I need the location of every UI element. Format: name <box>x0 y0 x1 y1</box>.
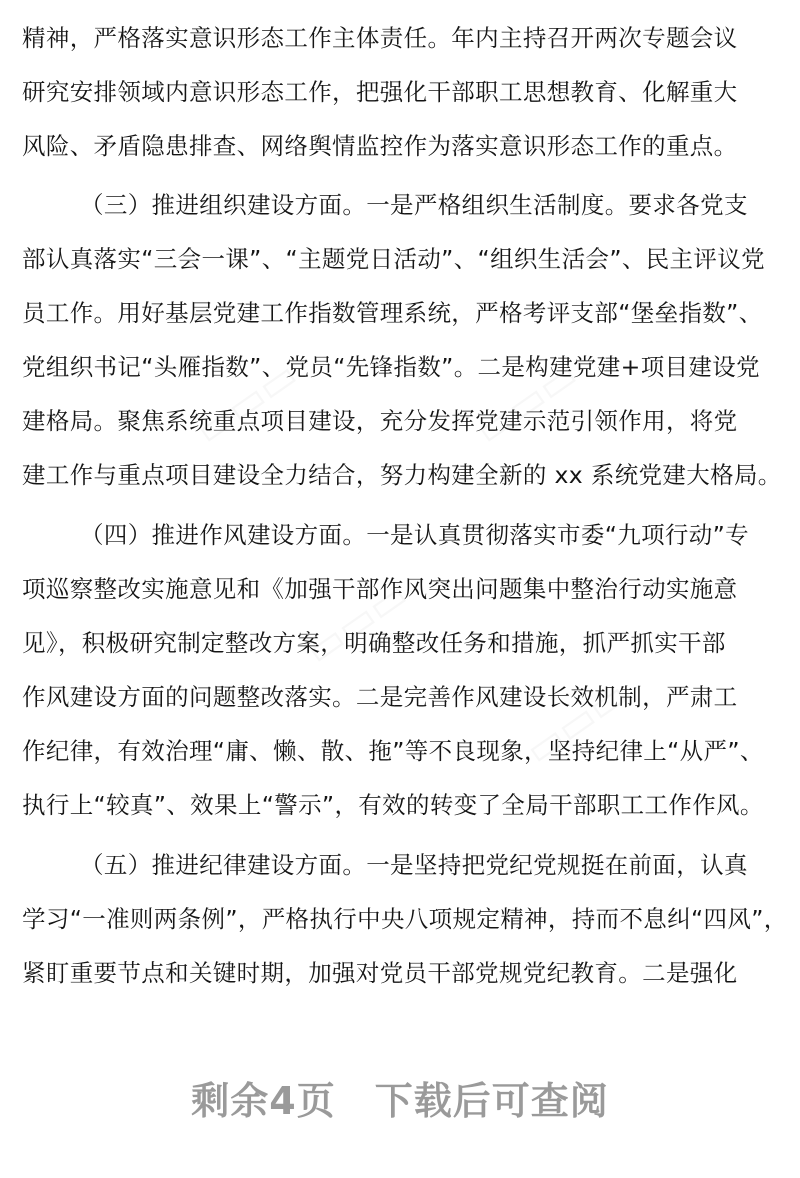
watermark-mark: ▭▭▭ <box>187 351 307 455</box>
paragraph-line: 执行上“较真”、效果上“警示”，有效的转变了全局干部职工工作作风。 <box>22 791 764 819</box>
paragraph-line: 党组织书记“头雁指数”、党员“先锋指数”。二是构建党建+项目建设党 <box>22 353 760 381</box>
paragraph-line: 建格局。聚焦系统重点项目建设，充分发挥党建示范引领作用，将党 <box>22 407 738 435</box>
paragraph-line: 紧盯重要节点和关键时期，加强对党员干部党规党纪教育。二是强化 <box>22 959 738 987</box>
paragraph-line: 作纪律，有效治理“庸、懒、散、拖”等不良现象，坚持纪律上“从严”、 <box>22 737 764 765</box>
paragraph-line: 学习“一准则两条例”，严格执行中央八项规定精神，持而不息纠“四风”， <box>22 905 788 933</box>
paragraph-line: 研究安排领域内意识形态工作，把强化干部职工思想教育、化解重大 <box>22 78 738 106</box>
paragraph-line: 建工作与重点项目建设全力结合，努力构建全新的 xx 系统党建大格局。 <box>22 461 782 489</box>
paragraph-line: 风险、矛盾隐患排查、网络舆情监控作为落实意识形态工作的重点。 <box>22 132 738 160</box>
section-heading-line: （三）推进组织建设方面。一是严格组织生活制度。要求各党支 <box>80 191 748 219</box>
paragraph-line: 部认真落实“三会一课”、“主题党日活动”、“组织生活会”、民主评议党 <box>22 245 765 273</box>
remaining-pages-banner[interactable]: 剩余4页 下载后可查阅 <box>191 1079 609 1123</box>
watermark-mark: ▭▭▭ <box>297 571 417 675</box>
watermark-mark: ▭▭▭ <box>467 351 587 455</box>
paragraph-line: 精神，严格落实意识形态工作主体责任。年内主持召开两次专题会议 <box>22 24 738 52</box>
paragraph-line: 见》，积极研究制定整改方案，明确整改任务和措施，抓严抓实干部 <box>22 629 726 657</box>
section-heading-line: （五）推进纪律建设方面。一是坚持把党纪党规挺在前面，认真 <box>80 851 748 879</box>
section-heading-line: （四）推进作风建设方面。一是认真贯彻落实市委“九项行动”专 <box>80 521 749 549</box>
paragraph-line: 员工作。用好基层党建工作指数管理系统，严格考评支部“堡垒指数”、 <box>22 299 763 327</box>
paragraph-line: 项巡察整改实施意见和《加强干部作风突出问题集中整治行动实施意 <box>22 575 738 603</box>
watermark-mark: ▭▭▭ <box>517 671 637 775</box>
paragraph-line: 作风建设方面的问题整改落实。二是完善作风建设长效机制，严肃工 <box>22 683 738 711</box>
